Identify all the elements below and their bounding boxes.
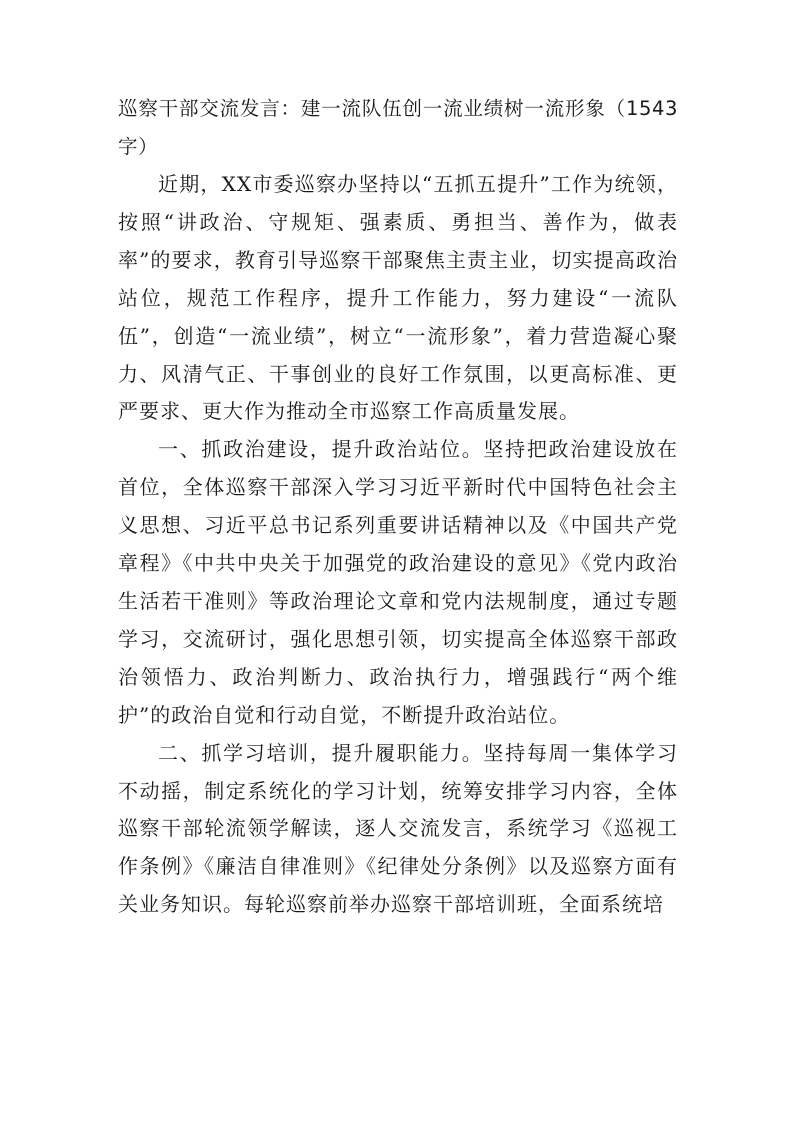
paragraph-intro: 近期，XX市委巡察办坚持以“五抓五提升”工作为统领，按照“讲政治、守规矩、强素质、勇担当、善作为，做表率”的要求，教育引导巡察干部聚焦主责主业，切实提高政治站位，规范工作程序，提升工作能力，努力建设“一流队伍”，创造“一流业绩”，树立“一流形象”，着力营造凝心聚力、风清气正、干事创业的良好工作氛围，以更高标准、更严要求、更大作为推动全市巡察工作高质量发展。 (118, 172, 678, 424)
paragraph-political-building: 一、抓政治建设，提升政治站位。坚持把政治建设放在首位，全体巡察干部深入学习习近平新时代中国特色社会主义思想、习近平总书记系列重要讲话精神以及《中国共产党章程》《中共中央关于加强党的政治建设的意见》《党内政治生活若干准则》等政治理论文章和党内法规制度，通过专题学习，交流研讨，强化思想引领，切实提高全体巡察干部政治领悟力、政治判断力、政治执行力，增强践行“两个维护”的政治自觉和行动自觉，不断提升政治站位。 (118, 437, 678, 727)
document-title: 巡察干部交流发言：建一流队伍创一流业绩树一流形象（1543字） (118, 97, 678, 158)
paragraph-study-training: 二、抓学习培训，提升履职能力。坚持每周一集体学习不动摇，制定系统化的学习计划，统筹安排学习内容，全体巡察干部轮流领学解读，逐人交流发言，系统学习《巡视工作条例》《廉洁自律准则》《纪律处分条例》以及巡察方面有关业务知识。每轮巡察前举办巡察干部培训班，全面系统培 (118, 740, 678, 917)
document-body (118, 90, 678, 924)
